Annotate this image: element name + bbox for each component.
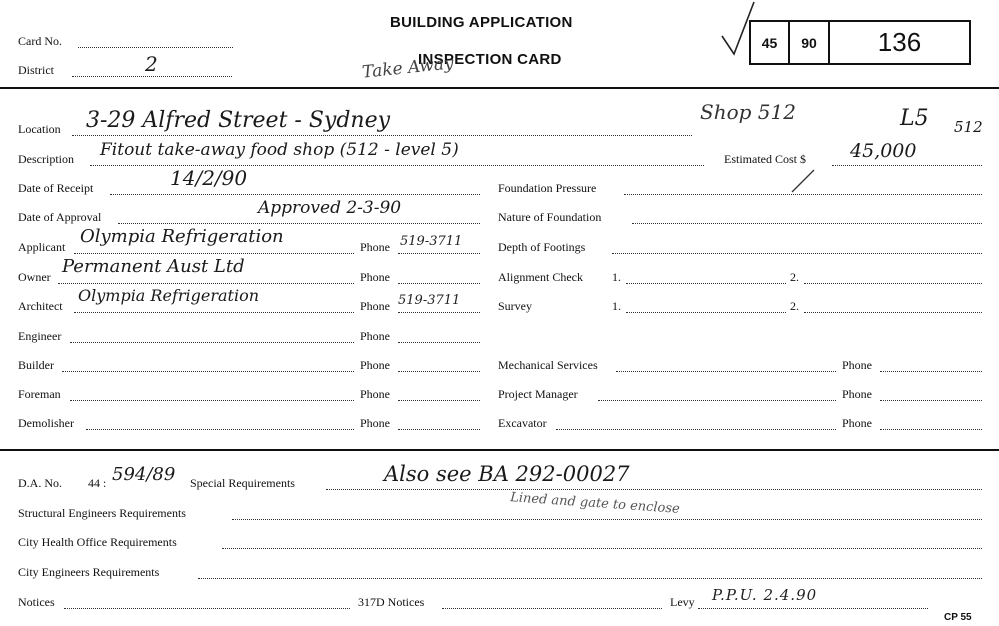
box-cell-1: 45: [751, 22, 790, 63]
location-note: Shop 512: [700, 100, 796, 124]
applicant-phone-label: Phone: [360, 240, 390, 254]
da-no-prefix: 44 :: [88, 476, 107, 490]
structural-requirements-line: [232, 519, 982, 520]
form-title-line1: BUILDING APPLICATION: [390, 14, 573, 31]
notices-line: [64, 608, 350, 609]
special-requirements-label: Special Requirements: [190, 476, 295, 490]
take-away-note: Take Away: [361, 53, 455, 83]
levy-value: P.P.U. 2.4.90: [712, 586, 818, 604]
architect-phone-line: [398, 312, 480, 313]
district-value: 2: [145, 52, 158, 76]
location-label: Location: [18, 122, 61, 136]
excavator-label: Excavator: [498, 416, 547, 430]
card-number-box: [749, 20, 971, 65]
alignment-1-label: 1.: [612, 270, 621, 284]
city-health-line: [222, 548, 982, 549]
mechanical-phone-line: [880, 371, 982, 372]
estimated-cost-line: [832, 165, 982, 166]
engineer-phone-label: Phone: [360, 329, 390, 343]
foreman-line: [70, 400, 354, 401]
owner-label: Owner: [18, 270, 51, 284]
card-no-label: Card No.: [18, 34, 62, 48]
depth-footings-line: [612, 253, 982, 254]
description-label: Description: [18, 152, 74, 166]
architect-phone-label: Phone: [360, 299, 390, 313]
alignment-check-label: Alignment Check: [498, 270, 583, 284]
owner-phone-label: Phone: [360, 270, 390, 284]
foreman-phone-line: [398, 400, 480, 401]
levy-line: [698, 608, 928, 609]
city-engineers-label: City Engineers Requirements: [18, 565, 160, 579]
owner-value: Permanent Aust Ltd: [62, 256, 245, 277]
location-note-3: 512: [954, 118, 983, 136]
notices-317d-line: [442, 608, 662, 609]
demolisher-line: [86, 429, 354, 430]
district-label: District: [18, 63, 54, 77]
city-engineers-line: [198, 578, 982, 579]
location-line: [72, 135, 692, 136]
owner-phone-line: [398, 283, 480, 284]
excavator-line: [556, 429, 836, 430]
form-code: CP 55: [944, 612, 972, 623]
survey-1-line: [626, 312, 786, 313]
estimated-cost-value: 45,000: [850, 140, 917, 162]
excavator-phone-label: Phone: [842, 416, 872, 430]
slash-mark-icon: [788, 168, 818, 194]
depth-footings-label: Depth of Footings: [498, 240, 586, 254]
date-approval-label: Date of Approval: [18, 210, 102, 224]
applicant-phone-value: 519-3711: [400, 234, 463, 249]
owner-line: [58, 283, 354, 284]
applicant-phone-line: [398, 253, 480, 254]
foreman-label: Foreman: [18, 387, 61, 401]
special-requirements-line: [326, 489, 982, 490]
date-receipt-value: 14/2/90: [170, 166, 248, 190]
survey-1-label: 1.: [612, 299, 621, 313]
header-divider: [0, 87, 999, 89]
mechanical-services-label: Mechanical Services: [498, 358, 598, 372]
project-manager-phone-label: Phone: [842, 387, 872, 401]
foundation-pressure-label: Foundation Pressure: [498, 181, 597, 195]
date-approval-line: [118, 223, 480, 224]
demolisher-phone-label: Phone: [360, 416, 390, 430]
levy-label: Levy: [670, 595, 695, 609]
engineer-line: [70, 342, 354, 343]
demolisher-phone-line: [398, 429, 480, 430]
architect-value: Olympia Refrigeration: [78, 286, 260, 305]
card-no-line: [78, 47, 233, 48]
description-value: Fitout take-away food shop (512 - level 5): [100, 140, 459, 160]
location-value: 3-29 Alfred Street - Sydney: [86, 108, 391, 133]
box-cell-2: 90: [790, 22, 830, 63]
builder-phone-label: Phone: [360, 358, 390, 372]
survey-2-line: [804, 312, 982, 313]
architect-line: [74, 312, 354, 313]
project-manager-phone-line: [880, 400, 982, 401]
demolisher-label: Demolisher: [18, 416, 74, 430]
form-title-line2: INSPECTION CARD: [418, 51, 562, 68]
project-manager-line: [598, 400, 836, 401]
mechanical-phone-label: Phone: [842, 358, 872, 372]
foreman-phone-label: Phone: [360, 387, 390, 401]
nature-foundation-label: Nature of Foundation: [498, 210, 602, 224]
special-requirements-value: Also see BA 292-00027: [384, 462, 630, 486]
excavator-phone-line: [880, 429, 982, 430]
engineer-phone-line: [398, 342, 480, 343]
da-no-value: 594/89: [112, 464, 176, 485]
applicant-value: Olympia Refrigeration: [80, 226, 284, 247]
builder-phone-line: [398, 371, 480, 372]
alignment-1-line: [626, 283, 786, 284]
mechanical-services-line: [616, 371, 836, 372]
applicant-line: [74, 253, 354, 254]
structural-requirements-value: Lined and gate to enclose: [509, 490, 681, 517]
alignment-2-line: [804, 283, 982, 284]
project-manager-label: Project Manager: [498, 387, 578, 401]
nature-foundation-line: [632, 223, 982, 224]
district-line: [72, 76, 232, 77]
box-number: 136: [877, 27, 922, 57]
section-divider: [0, 449, 999, 451]
architect-label: Architect: [18, 299, 63, 313]
da-no-label: D.A. No.: [18, 476, 62, 490]
notices-label: Notices: [18, 595, 55, 609]
alignment-2-label: 2.: [790, 270, 799, 284]
builder-line: [62, 371, 354, 372]
location-note-2: L5: [900, 106, 929, 131]
estimated-cost-label: Estimated Cost $: [724, 152, 806, 166]
date-receipt-line: [110, 194, 480, 195]
structural-requirements-label: Structural Engineers Requirements: [18, 506, 186, 520]
survey-label: Survey: [498, 299, 532, 313]
applicant-label: Applicant: [18, 240, 66, 254]
builder-label: Builder: [18, 358, 54, 372]
city-health-label: City Health Office Requirements: [18, 535, 177, 549]
engineer-label: Engineer: [18, 329, 62, 343]
foundation-pressure-line: [624, 194, 982, 195]
survey-2-label: 2.: [790, 299, 799, 313]
notices-317d-label: 317D Notices: [358, 595, 425, 609]
date-receipt-label: Date of Receipt: [18, 181, 94, 195]
date-approval-value: Approved 2-3-90: [258, 198, 402, 218]
architect-phone-value: 519-3711: [398, 293, 461, 308]
